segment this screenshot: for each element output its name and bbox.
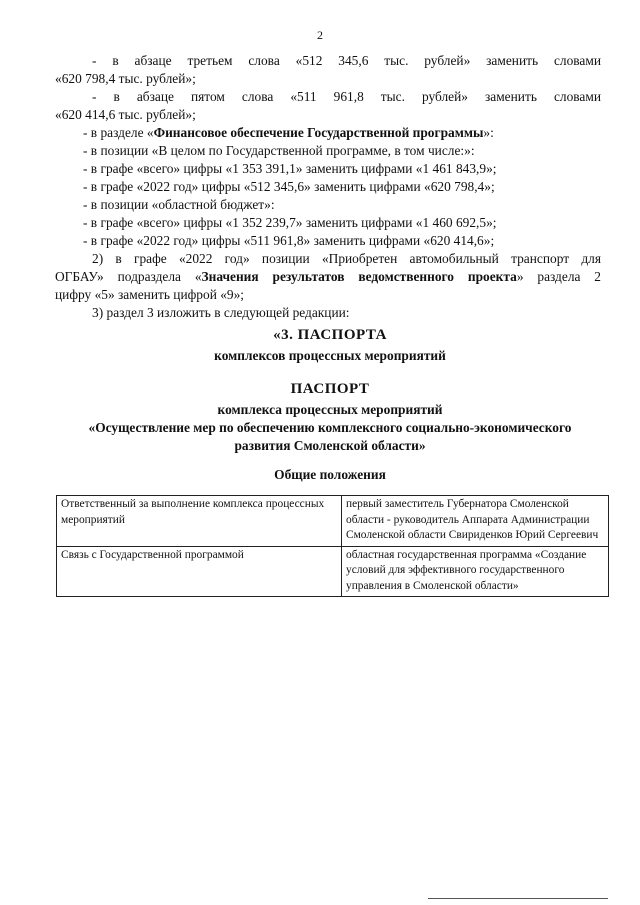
amendment-position-total: - в позиции «В целом по Государственной программе, в том числе:»:	[83, 143, 475, 158]
table-cell-label: Ответственный за выполнение комплекса процессных мероприятий	[57, 496, 342, 547]
passport-subtitle-line-3: развития Смоленской области»	[234, 438, 426, 453]
amendment-item-3: 3) раздел 3 изложить в следующей редакции:	[92, 305, 350, 320]
amendments-text	[55, 52, 601, 322]
table-cell-label: Связь с Государственной программой	[57, 546, 342, 597]
page-number: 2	[317, 28, 323, 42]
general-provisions-table	[56, 495, 609, 597]
passport-subtitle-line-2: «Осуществление мер по обеспечению комплексного социально-экономического	[88, 420, 572, 435]
amendment-total-column: - в графе «всего» цифры «1 353 391,1» заменить цифрами «1 461 843,9»;	[83, 161, 497, 176]
amendment-results-subsection-title: Значения результатов ведомственного проекта	[201, 269, 517, 284]
passport-title: ПАСПОРТ	[290, 381, 370, 397]
table-cell-value: областная государственная программа «Создание условий для эффективного государственного управления в Смоленской области»	[342, 546, 609, 597]
general-provisions-heading: Общие положения	[274, 467, 386, 482]
table-row	[57, 546, 609, 597]
section-title: «3. ПАСПОРТА	[273, 327, 387, 343]
amendment-finance-section	[55, 124, 601, 142]
amendment-item-2: 2) в графе «2022 год» позиции «Приобретен автомобильный транспорт для	[92, 251, 601, 266]
amendment-paragraph-3: - в абзаце третьем слова «512 345,6 тыс. рублей» заменить словами	[92, 53, 601, 68]
amendment-item-2-cont	[55, 268, 601, 286]
amendment-finance-section-title: Финансовое обеспечение Государственной программы	[153, 125, 484, 140]
amendment-finance-prefix: - в разделе «	[83, 125, 154, 140]
amendment-paragraph-3-cont: «620 798,4 тыс. рублей»;	[55, 71, 196, 86]
section-subtitle: комплексов процессных мероприятий	[214, 348, 446, 363]
amendment-paragraph-5-cont: «620 414,6 тыс. рублей»;	[55, 107, 196, 122]
amendment-regional-total: - в графе «всего» цифры «1 352 239,7» заменить цифрами «1 460 692,5»;	[83, 215, 497, 230]
page-bottom-rule	[428, 898, 608, 899]
amendment-regional-2022: - в графе «2022 год» цифры «511 961,8» заменить цифрами «620 414,6»;	[83, 233, 495, 248]
amendment-2022-column: - в графе «2022 год» цифры «512 345,6» заменить цифрами «620 798,4»;	[83, 179, 495, 194]
passport-subtitle-line-1: комплекса процессных мероприятий	[217, 402, 443, 417]
amendment-finance-suffix: »:	[483, 125, 494, 140]
amendment-item-2-suffix: » раздела 2	[516, 269, 601, 284]
passport-subtitle	[0, 401, 640, 455]
table-row	[57, 496, 609, 547]
table-cell-value: первый заместитель Губернатора Смоленской области - руководитель Аппарата Администрации Смоленской области Свириденков Юрий Сергеевич	[342, 496, 609, 547]
amendment-item-2-prefix: ОГБАУ» подраздела «	[55, 269, 202, 284]
amendment-paragraph-5: - в абзаце пятом слова «511 961,8 тыс. рублей» заменить словами	[92, 89, 601, 104]
amendment-item-2-end: цифру «5» заменить цифрой «9»;	[55, 287, 245, 302]
amendment-position-regional: - в позиции «областной бюджет»:	[83, 197, 275, 212]
